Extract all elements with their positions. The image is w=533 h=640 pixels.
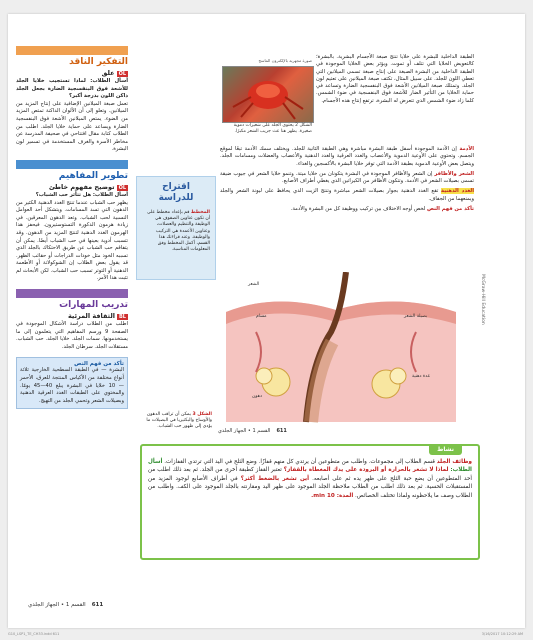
answer-text: يظهر حب الشباب عندما تنتج الغدد الدهنية الكثير من الدهون التي تسد المسامات. ويتشكل أحد العوامل النسبية لحب الشباب. وتعد الدهون المعرقين. في زيادة هرمون الذكورة التستوستيرون. فيحفز هذا الهرمون الغدد الدهنية لتنتج المزيد من الدهون. وقد تتسبب أدوية بعينها في حب الشباب أيضًا. يمكن أن يتفاقم حب الشباب عن طريق الاحتكاك بالجلد الذي تسببه الخوذ مثل خوذات الدراجات أو حقائب الظهر. قد يقول بعض الطلاب إن الشوكولاتة أو الأطعمة الدهنية أو التوتر تسبب حب الشباب. لكن الأبحاث لم تثبت هذا الأمر. (16, 199, 128, 282)
label-follicle: بصيلة الشعر (404, 314, 428, 319)
keyword-hair-nails: الشعر والأظافر (434, 170, 474, 177)
crop-mark (8, 14, 16, 22)
section-title-concept-development: تطوير المفاهيم (58, 170, 128, 181)
section-band (16, 289, 128, 298)
answer-text: اطلب من الطلاب دراسة الأشكال الموجودة في الصفحة 9 ورسم المفاهيم التي يتعلمون إلى ما يستخدمونها. سمات الجلد. خلايا الجلد. حب الشباب. مستقلات الجلد. سرطان الجلد. (16, 321, 128, 350)
activity-time: المدة: 10 min. (311, 492, 354, 499)
page-lesson: القسم 1 • الجهاز الجلدي (28, 602, 86, 608)
section-band (16, 160, 128, 169)
mite-illustration (223, 67, 313, 122)
activity-keyword: وظائف الجلد (436, 459, 473, 465)
level-tag: BL (119, 314, 126, 321)
reading-check-label: تأكد من فهم النص (426, 206, 474, 213)
footer-lesson: القسم 1 • الجهاز الجلدي (218, 428, 271, 434)
label-oil: دهون (252, 394, 263, 399)
photo-top-label: صورة مجهرية بالإلكترون الماسح (258, 58, 312, 63)
photo-caption: الشكل 2 يحتوي الجلد على شعيرات دموية صغيرة. يظهر هنا عث جريب الشعر مكبرًا. (233, 123, 312, 134)
study-suggestion-text: المخطط قم بإعداد مخطط على أن تكون عناوين الصفوف هي الوظيفة والتنظيم والعضلات، وعناوين الأعمدة هي التركيب والوظيفة. وعند قراءتك هذا القسم، أكمل المخطط وفق المعلومات المناسبة. (147, 210, 210, 253)
question-text: أسأل الطلاب: هل تتأثر حب الشباب؟ (35, 191, 128, 198)
hair-follicle-illustration (136, 272, 482, 430)
study-suggestion-title: اقتراح للدراسة (158, 182, 194, 203)
page-footer (28, 602, 103, 608)
activity-question-2: أين تشعر بالضغط أكثر؟ (240, 475, 310, 482)
label-gland: غدة دهنية (412, 374, 431, 379)
foldable-label: المخطط (190, 210, 210, 215)
page-number: 611 (91, 602, 104, 608)
activity-question-1: لماذا لا تشعر بالحرارة أو البرودة على يدك المغطاة بالقفاز؟ (283, 467, 449, 474)
activity-tab: نشاط (429, 444, 462, 455)
question-text: أسأل الطلاب: لماذا تستجيب خلايا الجلد للأشعة فوق البنفسجية الضارة بجعل الجلد ذاكن اللون بدرجة أكبر؟ (16, 78, 128, 100)
teacher-notes-column (16, 46, 128, 409)
section-sublabel: OLتوضيح مفهوم خاطئ (48, 182, 126, 191)
tip-text: البشرة — في الطبقة السطحية الخارجية ثلاثة أنواع مختلفة من الأكياس المنتجة للعرق، الأحمر — 10 خلايا في البشرة يبلغ 40—45 يومًا. والمختوي على الطبقات الغدد العرقية الدهنية وبصيلات الشعر وتحمي الجلد من التهيج. (20, 367, 124, 404)
main-text-column (316, 54, 474, 105)
activity-box (140, 444, 480, 560)
activity-body: وظائف الجلد قسم الطلاب إلى مجموعات. واطلب من متطوعين أن يرتدي كل منهم قفازًا. وضع الثلج في اليد التي ترتدي القفازات. أسأل الطلاب: لماذا لا تشعر بالحرارة أو البرودة على يدك المغطاة بالقفاز؟ تعتبر القفاز كطبقة أخرى من الجلد. ثم بعد ذلك اطلب من أحد المتطوعين أن يضع حبة الثلج على ظهر يده ثم على أصابعه. أين تشعر بالضغط أكثر؟ في أطراف الأصابع لوجود المزيد من المستقبلات الحسية. ثم بعد ذلك اطلب من الطلاب ملاحظة الجلد الموجود على ظهر اليد ومقارنته بالجلد الموجود على الكف. واطلب من الطلاب وصف ما يلاحظونه ولماذا تختلف الخصائص. المدة: 10 min. (148, 459, 473, 499)
textbook-page (8, 14, 525, 628)
section-title-critical-thinking: التفكير الناقد (69, 57, 128, 67)
keyword-glands: الغدد الدهنية (441, 188, 474, 195)
section-band (16, 46, 128, 55)
section-title-skill-practice: تدريب المهارات (59, 300, 128, 311)
paragraph-hair-nails: الشعر والأظافر إن الشعر والأظافر الموجودة في البشرة يتكونان من خلايا ميتة. وتنمو خلايا الشعر في جيوب ضيقة تسمى بصيلات الشعر في الأدمة. وتتكون الأظافر من الكيراتين الذي يغطي أطراف الأصابع. (220, 170, 474, 185)
figure-number: الشكل 3 (192, 412, 212, 417)
publisher-text: McGraw-Hill Education (480, 274, 485, 325)
section-sublabel: OLعلق (101, 69, 126, 77)
reading-check: تأكد من فهم النص لخص أوجه الاختلاف بين تركيب ووظيفة كل من البشرة والأدمة. (290, 206, 474, 213)
crop-mark (517, 14, 525, 22)
level-tag: OL (118, 71, 126, 77)
activity-q-label: أسأل الطلاب: (148, 459, 472, 474)
label-pore: مسام (256, 314, 267, 319)
tip-heading: تأكد من فهم النص (74, 361, 124, 368)
sem-micrograph-image (222, 66, 314, 123)
print-timestamp: 3/16/2017 10:12:29 AM (481, 632, 523, 636)
reading-check-tip (16, 357, 128, 409)
paragraph-melanin: الطبقة الداخلية للبشرة على خلايا تنتج صبغة الأجسام البشرية. بالبشرة؛ كالتعويض الخلايا التي تتلف أو تموت. ويؤثر بعض الخلايا الموجودة في الطبقة الداخلية من البشرة الصبغة على إنتاج صبغة تسمى الميلانين التي تعطي اللون للجلد. على سبيل المثال، تكثف صبغة الميلانين على تعتيم لون الجلد. وتمتلك صبغة الميلانين الأشعة فوق البنفسجية الضارة وتساعد في حماية الخلايا من التأثير الضار للأشعة فوق البنفسجية في ضوء الشمس. كلما زاد ضوء الشمس الذي تتعرض له البشرة، ترتفع إنتاج هذه الأجسام. (316, 54, 474, 104)
print-file-name: G10_LSP1_TE_CH33.indd 611 (8, 632, 60, 636)
section-sublabel: BLالثقافة المرئية (67, 312, 126, 321)
label-hair: الشعر (248, 282, 260, 287)
footer-page-number: 611 (276, 428, 287, 434)
paragraph-glands: الغدد الدهنية تقع الغدد الدهنية بجوار بصيلات الشعر مباشرة وتنتج الزيت الذي يحافظ على ليونة الشعر والجلد ويمنعهما من الجفاف. (220, 188, 474, 202)
level-tag: OL (118, 184, 126, 191)
skin-cross-section-svg (136, 272, 482, 430)
student-page-footer (218, 428, 287, 434)
paragraph-dermis: الأدمة إن الأدمة الموجودة أسفل طبقة البشرة مباشرة وهي الطبقة الثانية للجلد. ويختلف سمك الأدمة تبعًا لموقع الجسم. وتحتوي على الأوعية الدموية والأعصاب والغدد العرقية والغدد الدهنية والأعصاب والعضلات ومسامات الجلد. ويتصل بعض الأوعية الدموية بطبقة الأدمة التي توفر خلايا البشرة بالأكسجين والغذاء. (220, 146, 474, 167)
answer-text: تعمل صبغة الميلانين الإضافية على إنتاج المزيد من الميلانين. وتعلو إلى أن الألوان الداكنة تمتص المزيد من الضوء. يمتص الميلانين الأشعة فوق البنفسجية الضارة ويساعد على حماية خلايا الجلد. اطلب من الطلاب كتابة مقال افتتاحي في صحيفة المدرسة عن مخاطر الأسرة والغرف المستخدمة في تسمير لون البشرة. (16, 100, 128, 153)
keyword-dermis: الأدمة (459, 146, 474, 152)
main-text-column-2 (220, 146, 474, 213)
figure-3-caption: الشكل 3 يمكن أن تراقب الدهون والأوساخ والبكتيريا في البصيلات ما يؤدي إلى ظهور حب الشباب. (146, 412, 212, 430)
